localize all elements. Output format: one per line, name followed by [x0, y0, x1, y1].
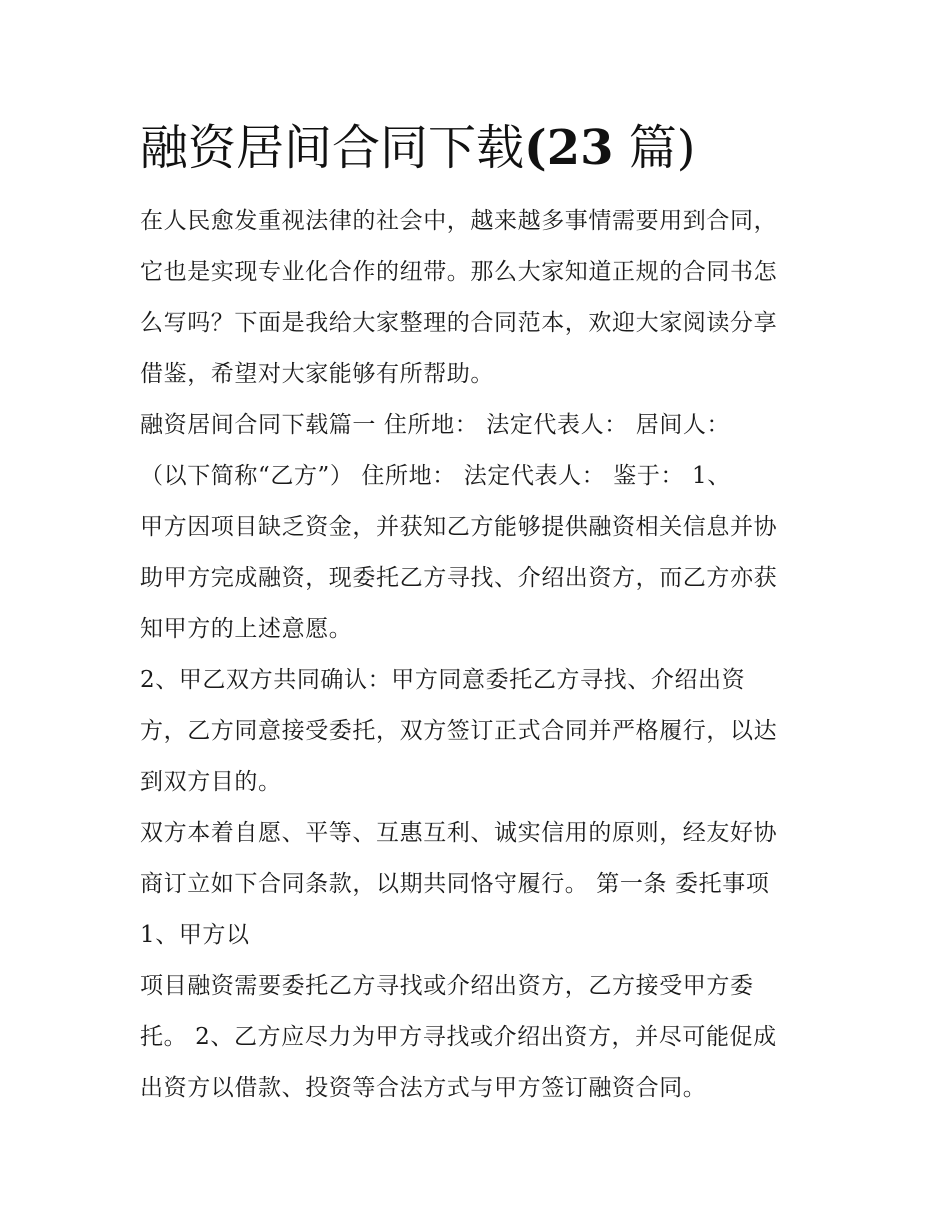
title-suffix: 篇) — [613, 120, 696, 176]
body-line: 出资方以借款、投资等合法方式与甲方签订融资合同。 — [140, 1075, 707, 1101]
document-title — [140, 112, 840, 184]
body-line: 商订立如下合同条款，以期共同恪守履行。 第一条 委托事项 — [140, 871, 770, 897]
body-line: 借鉴，希望对大家能够有所帮助。 — [140, 361, 494, 387]
body-line: 助甲方完成融资，现委托乙方寻找、介绍出资方，而乙方亦获 — [140, 565, 778, 591]
body-line: （以下简称“乙方”） 住所地： 法定代表人： 鉴于： 1、 — [140, 463, 731, 489]
body-line: 到双方目的。 — [140, 769, 282, 795]
body-line: 1、甲方以 — [140, 922, 250, 948]
body-line: 知甲方的上述意愿。 — [140, 616, 353, 642]
title-count: (23 — [524, 120, 614, 176]
body-line: 在人民愈发重视法律的社会中，越来越多事情需要用到合同， — [140, 208, 778, 234]
body-line: 双方本着自愿、平等、互惠互利、诚实信用的原则，经友好协 — [140, 820, 778, 846]
body-line: 它也是实现专业化合作的纽带。那么大家知道正规的合同书怎 — [140, 259, 778, 285]
body-line: 方，乙方同意接受委托，双方签订正式合同并严格履行，以达 — [140, 718, 778, 744]
body-line: 么写吗？下面是我给大家整理的合同范本，欢迎大家阅读分享 — [140, 310, 778, 336]
title-prefix: 融资居间合同下载 — [140, 120, 525, 176]
body-line: 甲方因项目缺乏资金，并获知乙方能够提供融资相关信息并协 — [140, 514, 778, 540]
document-body — [140, 196, 820, 1114]
body-line: 融资居间合同下载篇一 住所地： 法定代表人： 居间人： — [140, 412, 731, 438]
body-line: 2、甲乙双方共同确认：甲方同意委托乙方寻找、介绍出资 — [140, 667, 746, 693]
body-line: 托。 2、乙方应尽力为甲方寻找或介绍出资方，并尽可能促成 — [140, 1024, 777, 1050]
body-line: 项目融资需要委托乙方寻找或介绍出资方，乙方接受甲方委 — [140, 973, 754, 999]
